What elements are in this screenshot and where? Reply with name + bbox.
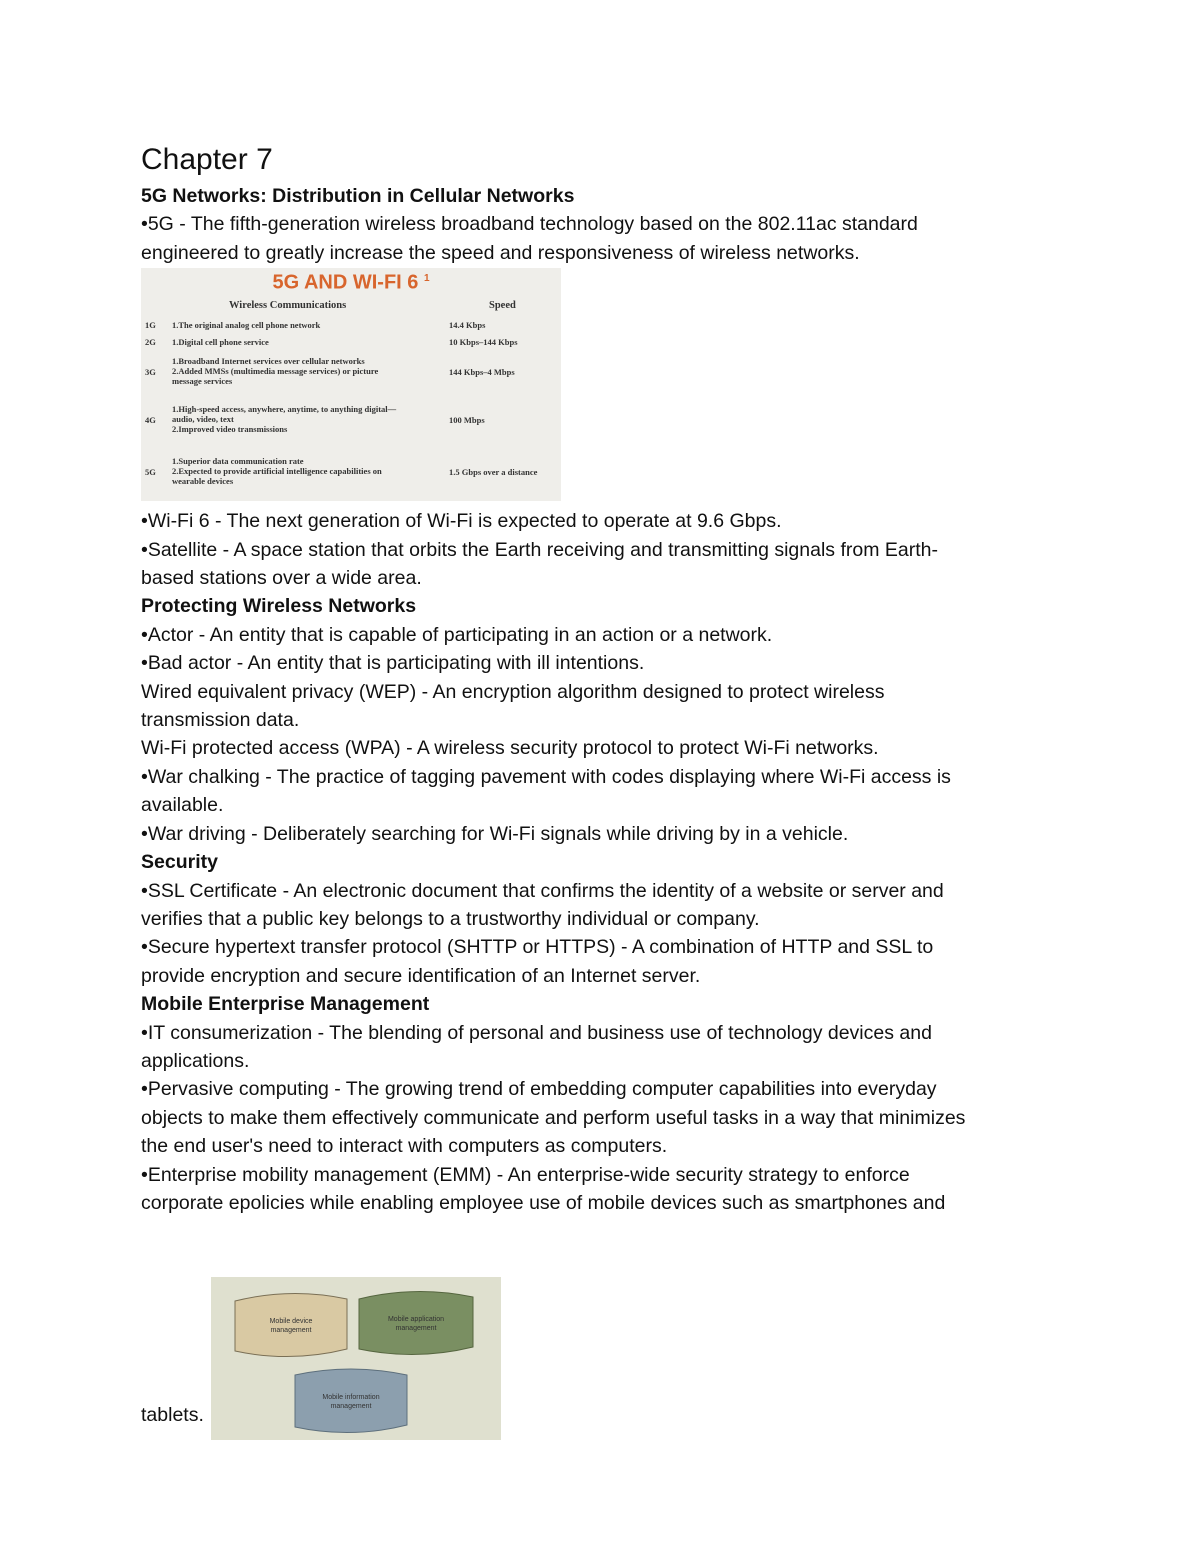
emm-diagram-figure xyxy=(211,1277,501,1440)
paragraph-wpa: Wi-Fi protected access (WPA) - A wireless security protocol to protect Wi-Fi networks. xyxy=(141,737,879,760)
paragraph-pervasive-line3: the end user's need to interact with computers as computers. xyxy=(141,1135,668,1158)
label-mobile-application-management: Mobile application management xyxy=(387,1316,445,1333)
paragraph-war-chalking-line2: available. xyxy=(141,794,224,817)
paragraph-bad-actor: •Bad actor - An entity that is participating with ill intentions. xyxy=(141,652,645,675)
paragraph-emm-line1: •Enterprise mobility management (EMM) - An enterprise-wide security strategy to enforce xyxy=(141,1163,910,1186)
paragraph-https-line2: provide encryption and secure identification of an Internet server. xyxy=(141,964,701,987)
paragraph-wifi6: •Wi-Fi 6 - The next generation of Wi-Fi is expected to operate at 9.6 Gbps. xyxy=(141,510,782,533)
paragraph-war-chalking-line1: •War chalking - The practice of tagging pavement with codes displaying where Wi-Fi access is xyxy=(141,765,951,788)
section-heading-security: Security xyxy=(141,851,218,874)
paragraph-emm-line3: tablets. xyxy=(141,1404,204,1427)
paragraph-war-driving: •War driving - Deliberately searching for Wi-Fi signals while driving by in a vehicle. xyxy=(141,822,849,845)
paragraph-pervasive-line2: objects to make them effectively communicate and perform useful tasks in a way that minimizes xyxy=(141,1106,966,1129)
paragraph-actor: •Actor - An entity that is capable of participating in an action or a network. xyxy=(141,623,773,646)
label-mobile-information-management: Mobile information management xyxy=(322,1394,380,1411)
paragraph-ssl-line2: verifies that a public key belongs to a trustworthy individual or company. xyxy=(141,907,760,930)
paragraph-https-line1: •Secure hypertext transfer protocol (SHTTP or HTTPS) - A combination of HTTP and SSL to xyxy=(141,936,934,959)
figure-title: 5G AND WI-FI 6 $^1$ xyxy=(272,271,430,294)
section-heading-mobile-enterprise: Mobile Enterprise Management xyxy=(141,993,430,1016)
paragraph-wep-line1: Wired equivalent privacy (WEP) - An encryption algorithm designed to protect wireless xyxy=(141,680,885,703)
paragraph-5g-line1: •5G - The fifth-generation wireless broadband technology based on the 802.11ac standard xyxy=(141,213,918,236)
5g-wifi6-table-figure: 5G AND WI-FI 6 $^1$ Wireless Communications Speed 1G 1.The original analog cell phone network 14.4 Kbps 2G 1.Digital cell phone service 10 Kbps–144 Kbps 3G 1.Broadband Internet services over cellular networks 2.Added MMSs (multimedia message services) or picture message services 144 Kbps–4 Mbps 4G 1.High-speed access, anywhere, anytime, to anything digital— audio, video, text 2.Improved video transmissions 100 Mbps 5G 1.Superior data communication rate 2.Expected to provide artificial intelligence capabilities on wearable devices 1.5 Gbps over a distance xyxy=(141,268,561,501)
section-heading-protecting: Protecting Wireless Networks xyxy=(141,595,417,618)
emm-line3-with-figure xyxy=(141,1277,1061,1427)
paragraph-ssl-line1: •SSL Certificate - An electronic document that confirms the identity of a website or server and xyxy=(141,879,944,902)
paragraph-satellite-line1: •Satellite - A space station that orbits the Earth receiving and transmitting signals from Earth- xyxy=(141,538,938,561)
paragraph-satellite-line2: based stations over a wide area. xyxy=(141,567,422,590)
paragraph-it-consumerization-line1: •IT consumerization - The blending of personal and business use of technology devices and xyxy=(141,1021,932,1044)
paragraph-5g-line2: engineered to greatly increase the speed and responsiveness of wireless networks. xyxy=(141,241,860,264)
label-mobile-device-management: Mobile device management xyxy=(269,1318,313,1335)
paragraph-it-consumerization-line2: applications. xyxy=(141,1049,250,1072)
column-header-wireless: Wireless Communications xyxy=(229,300,347,312)
paragraph-wep-line2: transmission data. xyxy=(141,709,300,732)
column-header-speed: Speed xyxy=(489,300,516,312)
section-heading-5g: 5G Networks: Distribution in Cellular Networks xyxy=(141,185,575,207)
paragraph-emm-line2: corporate epolicies while enabling employee use of mobile devices such as smartphones and xyxy=(141,1191,946,1214)
paragraph-pervasive-line1: •Pervasive computing - The growing trend of embedding computer capabilities into everyday xyxy=(141,1078,937,1101)
chapter-title: Chapter 7 xyxy=(141,143,273,176)
document-page xyxy=(141,140,1061,1427)
